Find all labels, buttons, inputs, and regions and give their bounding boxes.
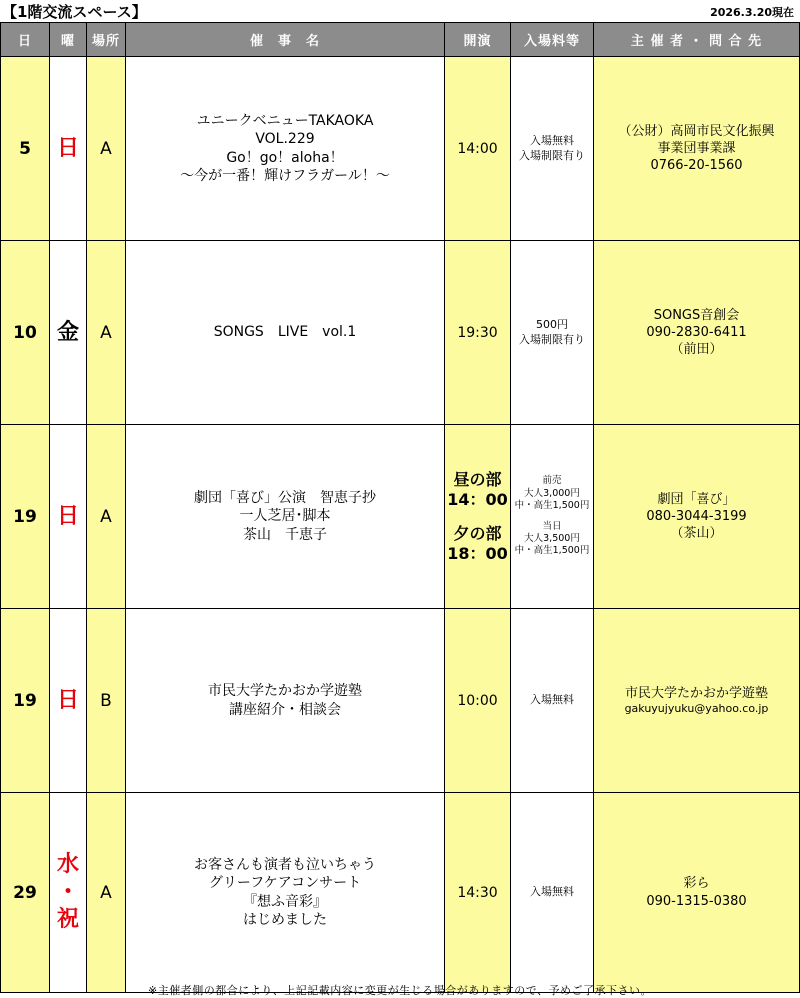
- organizer-cell: 市民大学たかおか学遊塾 gakuyujyuku@yahoo.co.jp: [594, 609, 800, 793]
- time-cell: 19:30: [445, 241, 511, 425]
- organizer-cell: SONGS音創会 090-2830-6411 （前田）: [594, 241, 800, 425]
- organizer-cell: 彩ら 090-1315-0380: [594, 793, 800, 993]
- day-cell: 29: [1, 793, 50, 993]
- table-row: [1, 793, 800, 993]
- col-header-event: 催 事 名: [126, 23, 445, 57]
- page-title: 【1階交流スペース】: [2, 3, 147, 21]
- schedule-table: [0, 22, 800, 993]
- as-of-date: 2026.3.20現在: [710, 6, 794, 19]
- organizer-cell: （公財）高岡市民文化振興 事業団事業課 0766-20-1560: [594, 57, 800, 241]
- event-cell: お客さんも演者も泣いちゃう グリーフケアコンサート 『想ふ音彩』 はじめました: [126, 793, 445, 993]
- place-cell: A: [87, 793, 126, 993]
- time-cell: 14:30: [445, 793, 511, 993]
- fee-cell: 入場無料: [511, 793, 594, 993]
- col-header-weekday: 曜: [50, 23, 87, 57]
- fee-cell: 入場無料: [511, 609, 594, 793]
- footnote: ※主催者側の都合により、上記記載内容に変更が生じる場合がありますので、予めご了承下さい。: [148, 984, 652, 997]
- col-header-time: 開演: [445, 23, 511, 57]
- place-cell: B: [87, 609, 126, 793]
- place-cell: A: [87, 241, 126, 425]
- col-header-day: 日: [1, 23, 50, 57]
- day-cell: 19: [1, 609, 50, 793]
- weekday-cell: 日: [50, 57, 87, 241]
- table-row: [1, 609, 800, 793]
- day-cell: 19: [1, 425, 50, 609]
- organizer-email: gakuyujyuku@yahoo.co.jp: [624, 701, 769, 715]
- time-cell: 10:00: [445, 609, 511, 793]
- day-cell: 10: [1, 241, 50, 425]
- weekday-cell: 金: [50, 241, 87, 425]
- organizer-cell: 劇団「喜び」 080-3044-3199 （茶山）: [594, 425, 800, 609]
- event-cell: 市民大学たかおか学遊塾 講座紹介・相談会: [126, 609, 445, 793]
- table-row: [1, 425, 800, 609]
- table-row: [1, 57, 800, 241]
- fee-cell: 入場無料 入場制限有り: [511, 57, 594, 241]
- weekday-cell: 日: [50, 609, 87, 793]
- table-row: [1, 241, 800, 425]
- header-row: [1, 23, 800, 57]
- time-cell: 昼の部 14：00 夕の部 18：00: [445, 425, 511, 609]
- col-header-place: 場所: [87, 23, 126, 57]
- place-cell: A: [87, 57, 126, 241]
- event-cell: SONGS LIVE vol.1: [126, 241, 445, 425]
- weekday-cell: 日: [50, 425, 87, 609]
- day-cell: 5: [1, 57, 50, 241]
- col-header-organizer: 主 催 者 ・ 問 合 先: [594, 23, 800, 57]
- weekday-cell: 水 ・ 祝: [50, 793, 87, 993]
- place-cell: A: [87, 425, 126, 609]
- event-cell: 劇団「喜び」公演 智恵子抄 一人芝居･脚本 茶山 千恵子: [126, 425, 445, 609]
- time-cell: 14:00: [445, 57, 511, 241]
- fee-cell: 500円 入場制限有り: [511, 241, 594, 425]
- col-header-fee: 入場料等: [511, 23, 594, 57]
- fee-cell: 前売 大人3,000円 中・高生1,500円 当日 大人3,500円 中・高生1,500円: [511, 425, 594, 609]
- event-cell: ユニークベニューTAKAOKA VOL.229 Go！go！aloha！ ～今が一番！輝けフラガール！～: [126, 57, 445, 241]
